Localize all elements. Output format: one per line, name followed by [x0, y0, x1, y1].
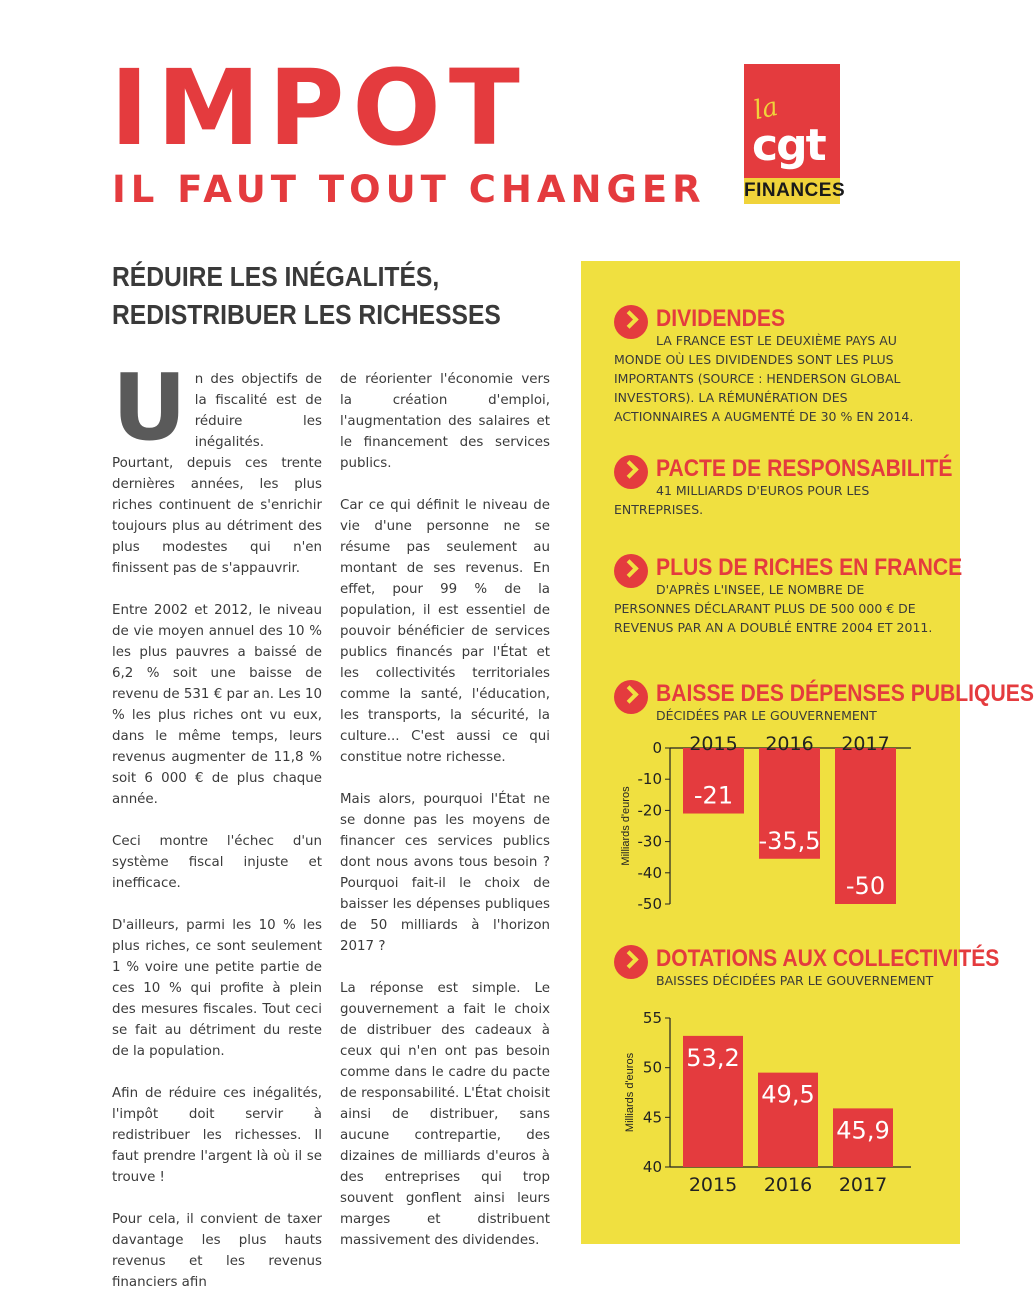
fact-text: BAISSES DÉCIDÉES PAR LE GOUVERNEMENT	[656, 973, 934, 988]
bar-value-label: 45,9	[836, 1116, 890, 1145]
y-tick-label: 50	[642, 1058, 662, 1077]
y-axis-title: Milliards d'euros	[620, 786, 632, 866]
logo-cgt: cgt	[752, 120, 825, 171]
paragraph	[112, 354, 322, 579]
cgt-finances-logo	[744, 64, 846, 204]
fact-title: PACTE DE RESPONSABILITÉ	[656, 455, 953, 482]
article-title	[112, 258, 499, 334]
x-tick-label: 2015	[689, 733, 738, 755]
article-title-line-1: RÉDUIRE LES INÉGALITÉS,	[112, 261, 440, 292]
bar-value-label: 53,2	[686, 1043, 740, 1072]
fact-text: DÉCIDÉES PAR LE GOUVERNEMENT	[656, 708, 877, 723]
article-title-line-2: REDISTRIBUER LES RICHESSES	[112, 299, 501, 330]
bar-value-label: -50	[845, 872, 886, 900]
paragraph: Ceci montre l'échec d'un système fiscal injuste et inefficace.	[112, 834, 322, 891]
y-axis-title: Milliards d'euros	[624, 1052, 636, 1133]
x-tick-label: 2017	[841, 733, 890, 755]
fact-text: D'APRÈS L'INSEE, LE NOMBRE DE PERSONNES DÉCLARANT PLUS DE 500 000 € DE REVENUS PAR AN A DOUBLÉ ENTRE 2004 ET 2011.	[614, 582, 933, 635]
paragraph: La réponse est simple. Le gouvernement a fait le choix de distribuer des cadeaux à ceux qui n'en ont pas besoin comme dans le cadre du pacte de responsabilité. L'État choisit ainsi de distribuer, sans aucune contrepartie, des dizaines de milliards d'euros à des entreprises qui trop souvent gonflent ainsi leurs marges et distribuent massivement des dividendes.	[340, 981, 550, 1248]
x-tick-label: 2016	[765, 733, 814, 755]
paragraph: de réorienter l'économie vers la création d'emploi, l'augmentation des salaires et le financement des services publics.	[340, 372, 550, 471]
paragraph: Mais alors, pourquoi l'État ne se donne pas les moyens de financer ces services publics dont nous avons tous besoin ? Pourquoi fait-il le choix de baisser les dépenses publiques de 50 milliards à l'horizon 2017 ?	[340, 792, 550, 954]
y-tick-label: -30	[637, 832, 662, 851]
paragraph: Entre 2002 et 2012, le niveau de vie moyen annuel des 10 % les plus pauvres a baissé de 6,2 % soit une baisse de revenu de 531 € par an. Les 10 % les plus riches ont vu eux, dans le même temps, leurs revenus augmenter de 11,8 % soit 6 000 € de plus chaque année.	[112, 603, 322, 807]
y-tick-label: -40	[637, 863, 662, 882]
fact-title: PLUS DE RICHES EN FRANCE	[656, 554, 963, 581]
y-tick-label: 55	[642, 1009, 662, 1027]
x-tick-label: 2017	[838, 1174, 888, 1196]
bar-value-label: 49,5	[761, 1080, 815, 1109]
page-title: IMPOT	[110, 47, 528, 169]
y-tick-label: 0	[652, 739, 662, 757]
y-tick-label: 40	[642, 1158, 662, 1176]
chart-baisse-depenses	[581, 722, 960, 922]
y-tick-label: 45	[642, 1108, 662, 1127]
y-tick-label: -10	[637, 770, 662, 789]
y-tick-label: -20	[637, 801, 662, 820]
logo-la: la	[751, 91, 781, 127]
fact-title: BAISSE DES DÉPENSES PUBLIQUES	[656, 680, 1034, 707]
chart-dotations	[581, 1003, 960, 1203]
y-tick-label: -50	[637, 895, 662, 913]
bar-value-label: -35,5	[758, 826, 821, 855]
paragraph: Afin de réduire ces inégalités, l'impôt doit servir à redistribuer les richesses. Il faut prendre l'argent là où il se trouve !	[112, 1086, 322, 1185]
paragraph: D'ailleurs, parmi les 10 % les plus riches, ce sont seulement 1 % voire une petite partie de ces 10 % qui profite à plein des mesures fiscales. Tout ceci se fait au détriment du reste de la population.	[112, 918, 322, 1059]
fact-text: LA FRANCE EST LE DEUXIÈME PAYS AU MONDE OÙ LES DIVIDENDES SONT LES PLUS IMPORTANTS (SOURCE : HENDERSON GLOBAL INVESTORS). LA RÉMUNÉRATION DES ACTIONNAIRES A AUGMENTÉ DE 30 % EN 2014.	[614, 333, 914, 424]
article-column-1	[112, 354, 322, 1314]
logo-finances: FINANCES	[744, 178, 840, 204]
bar-value-label: -21	[693, 781, 734, 810]
fact-title: DIVIDENDES	[656, 305, 786, 332]
paragraph: Pour cela, il convient de taxer davantage les plus hauts revenus et les revenus financiers afin	[112, 1212, 322, 1290]
article-column-2	[340, 369, 550, 1272]
page-subtitle: IL FAUT TOUT CHANGER	[112, 168, 706, 211]
drop-cap: U	[112, 354, 187, 461]
fact-text: 41 MILLIARDS D'EUROS POUR LES ENTREPRISES.	[614, 483, 870, 517]
x-tick-label: 2015	[688, 1174, 738, 1196]
fact-title: DOTATIONS AUX COLLECTIVITÉS	[656, 945, 1000, 972]
paragraph: Car ce qui définit le niveau de vie d'une personne ne se résume pas seulement au montant de ses revenus. En effet, pour 99 % de la population, il est essentiel de pouvoir bénéficier de services publics financés par l'État et les collectivités territoriales comme la santé, l'éducation, les transports, la sécurité, la culture... C'est aussi ce qui constitue notre richesse.	[340, 498, 550, 765]
paragraph-text: n des objectifs de la fiscalité est de réduire les inégalités. Pourtant, depuis ces trente dernières années, les plus riches continuent de s'enrichir toujours plus au détriment des plus modestes qui n'en finissent pas de s'appauvrir.	[112, 372, 322, 576]
x-tick-label: 2016	[763, 1174, 813, 1196]
